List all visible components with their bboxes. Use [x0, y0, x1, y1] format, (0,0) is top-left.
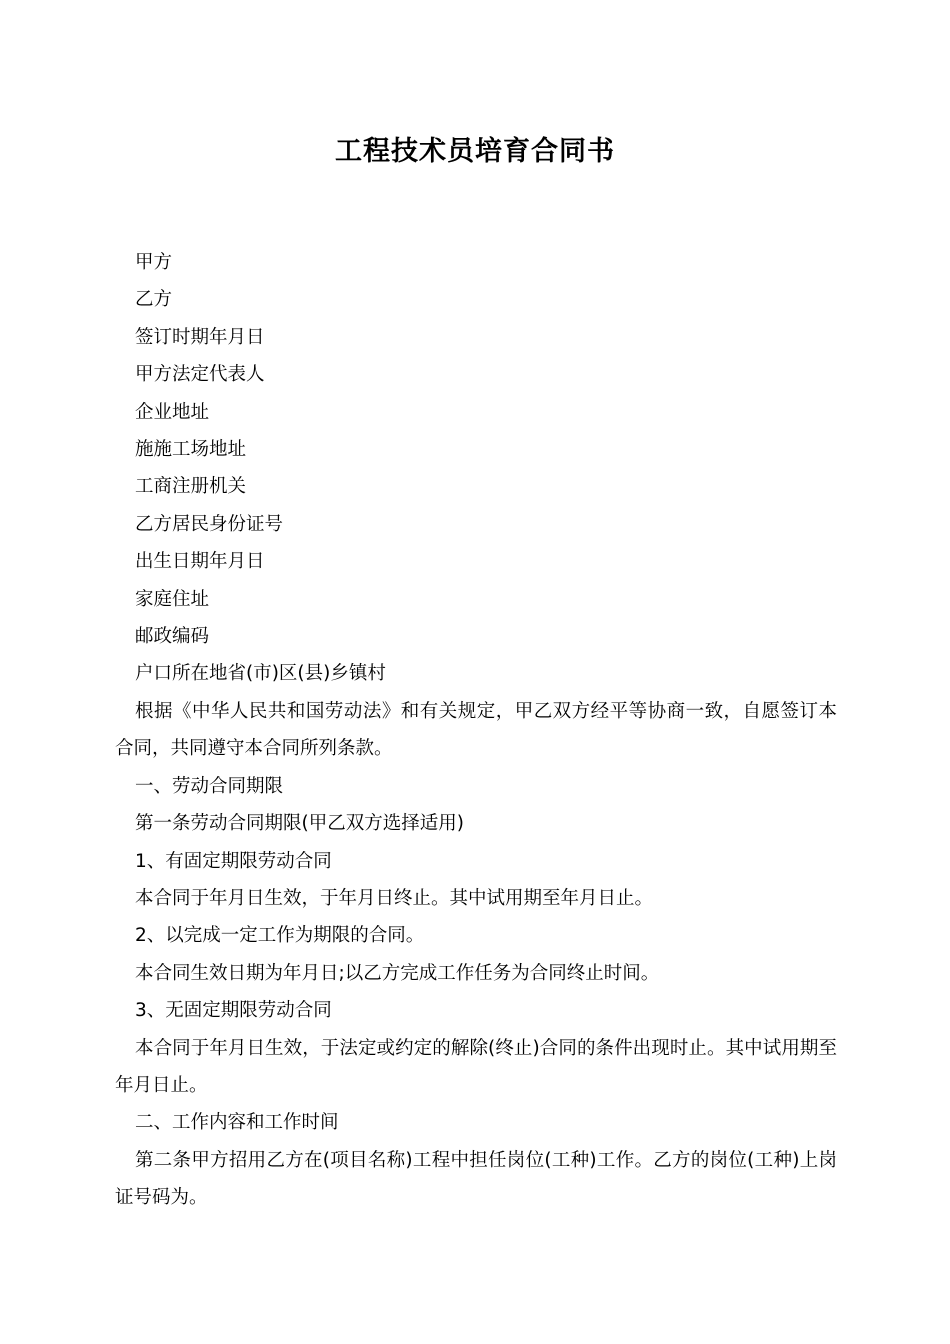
- paragraph-registration-authority: 工商注册机关: [135, 476, 247, 498]
- paragraph-article-1: 第一条劳动合同期限(甲乙双方选择适用): [135, 813, 464, 835]
- document-body: [115, 244, 837, 1217]
- paragraph-fixed-term: 1、有固定期限劳动合同: [135, 850, 332, 872]
- paragraph-postal-code: 邮政编码: [135, 626, 210, 648]
- paragraph-article-2: 第二条甲方招用乙方在(项目名称)工程中担任岗位(工种)工作。乙方的岗位(工种)上岗证号码为。: [115, 1149, 837, 1209]
- paragraph-household-registration: 户口所在地省(市)区(县)乡镇村: [135, 663, 386, 685]
- paragraph-preamble: 根据《中华人民共和国劳动法》和有关规定，甲乙双方经平等协商一致，自愿签订本合同，共同遵守本合同所列条款。: [115, 700, 837, 760]
- paragraph-id-number: 乙方居民身份证号: [135, 513, 284, 535]
- paragraph-legal-representative: 甲方法定代表人: [135, 364, 265, 386]
- document-title: 工程技术员培育合同书: [335, 136, 615, 167]
- paragraph-company-address: 企业地址: [135, 401, 210, 423]
- paragraph-party-a: 甲方: [135, 252, 173, 273]
- paragraph-site-address: 施施工场地址: [135, 439, 247, 461]
- paragraph-open-term: 3、无固定期限劳动合同: [135, 1000, 332, 1022]
- paragraph-birth-date: 出生日期年月日: [135, 551, 265, 573]
- section-heading-contract-term: 一、劳动合同期限: [135, 775, 284, 797]
- paragraph-signing-date: 签订时期年月日: [135, 326, 265, 348]
- paragraph-party-b: 乙方: [135, 289, 173, 311]
- paragraph-fixed-term-detail: 本合同于年月日生效，于年月日终止。其中试用期至年月日止。: [135, 887, 654, 909]
- paragraph-task-term: 2、以完成一定工作为期限的合同。: [135, 925, 425, 947]
- section-heading-work-content: 二、工作内容和工作时间: [135, 1112, 339, 1134]
- paragraph-task-term-detail: 本合同生效日期为年月日;以乙方完成工作任务为合同终止时间。: [135, 962, 660, 984]
- paragraph-open-term-detail: 本合同于年月日生效，于法定或约定的解除(终止)合同的条件出现时止。其中试用期至年月日止。: [115, 1037, 837, 1096]
- paragraph-home-address: 家庭住址: [135, 588, 210, 610]
